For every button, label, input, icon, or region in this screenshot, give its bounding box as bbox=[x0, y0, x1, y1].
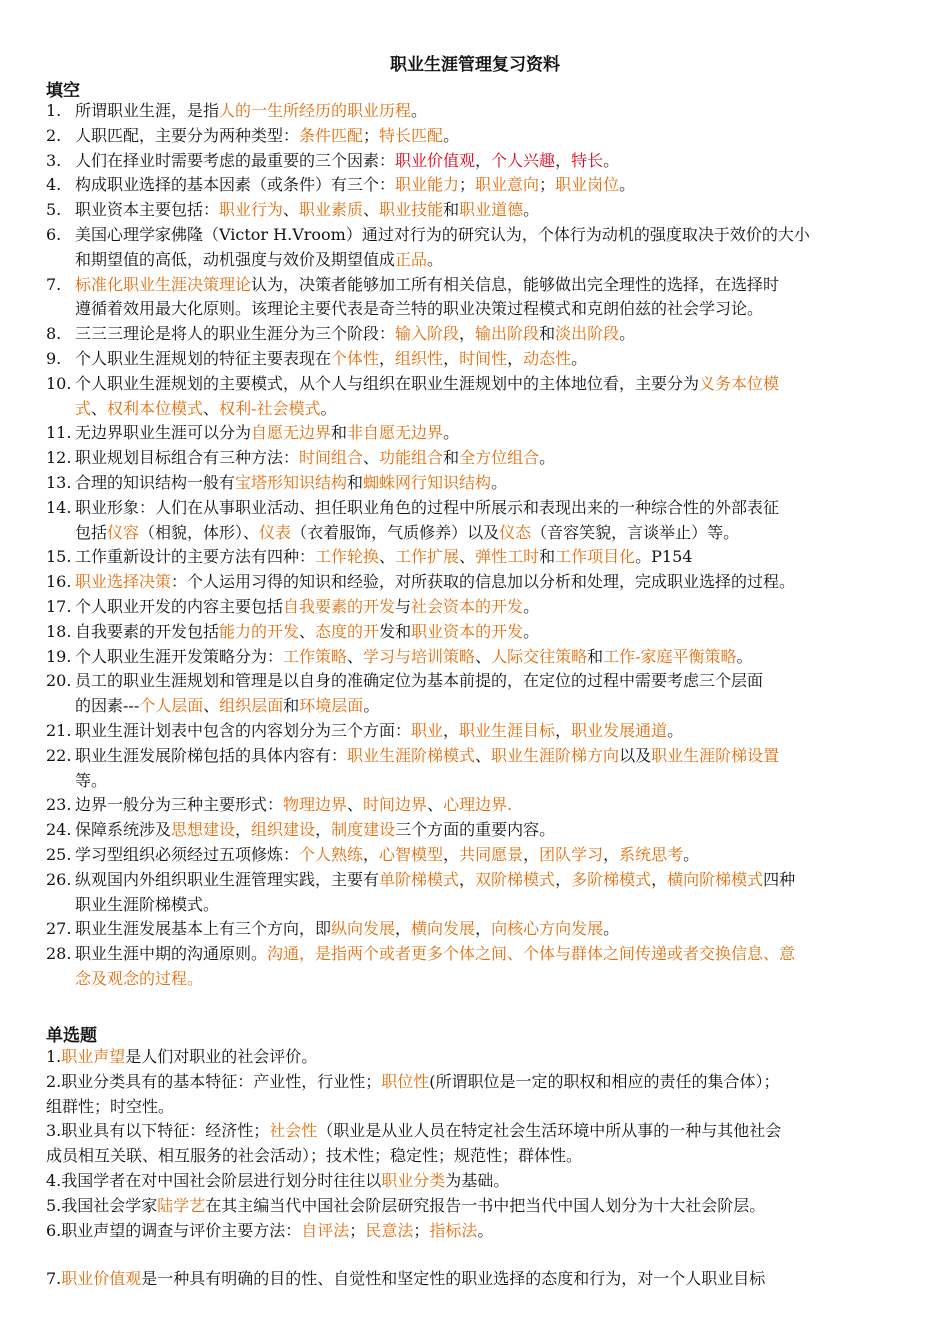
highlighted-term: 条件匹配 bbox=[299, 125, 364, 145]
highlighted-term: 职业生涯阶梯设置 bbox=[651, 745, 780, 765]
highlighted-term: 全方位组合 bbox=[459, 448, 540, 468]
highlighted-term: 社会性 bbox=[269, 1121, 318, 1141]
single-choice-item bbox=[46, 1045, 906, 1069]
text-run: ； bbox=[349, 1220, 366, 1240]
item-number: 3. bbox=[46, 150, 62, 170]
fill-item bbox=[46, 347, 906, 371]
highlighted-term: 职业 bbox=[411, 721, 444, 740]
fill-item bbox=[46, 99, 906, 123]
text-run: 纵观国内外组织职业生涯管理实践，主要有 bbox=[75, 869, 380, 889]
text-run: ， bbox=[395, 919, 412, 939]
item-number: 13. bbox=[46, 473, 72, 492]
highlighted-term: 纵向发展 bbox=[331, 919, 396, 939]
section-heading-single-choice: 单选题 bbox=[46, 1026, 97, 1046]
fill-item-continuation bbox=[46, 769, 935, 793]
fill-item-continuation bbox=[46, 521, 935, 545]
text-run: 包括 bbox=[75, 522, 108, 542]
item-number: 10. bbox=[46, 373, 72, 393]
text-run: 。 bbox=[619, 175, 636, 195]
highlighted-term: 自评法 bbox=[301, 1220, 350, 1240]
fill-item bbox=[46, 744, 906, 768]
highlighted-term: 时间性 bbox=[459, 349, 508, 368]
text-run: ， bbox=[555, 869, 572, 889]
highlighted-term: 人的一生所经历的职业历程 bbox=[219, 101, 412, 120]
text-run: 在其主编当代中国社会阶层研究报告一书中把当代中国人划分为十大社会阶层。 bbox=[205, 1195, 766, 1215]
highlighted-term: 工作策略 bbox=[283, 646, 348, 666]
text-run: (所谓职位是一定的职权和相应的责任的集合体）； bbox=[429, 1071, 780, 1091]
highlighted-term: 态度的开 bbox=[315, 621, 380, 641]
text-run: 组群性；时空性。 bbox=[46, 1096, 175, 1116]
text-run: ， bbox=[459, 324, 476, 344]
item-number: 4. bbox=[46, 175, 62, 195]
single-choice-item bbox=[46, 1267, 906, 1291]
text-run: 员工的职业生涯规划和管理是以自身的准确定位为基本前提的，在定位的过程中需要考虑三个层面 bbox=[75, 671, 764, 691]
text-run: 工作重新设计的主要方法有四种： bbox=[75, 547, 316, 567]
item-number: 9. bbox=[46, 349, 62, 368]
highlighted-term: 职业行为 bbox=[219, 200, 284, 220]
text-run: ， bbox=[603, 845, 620, 864]
item-number: 1. bbox=[46, 101, 62, 120]
highlighted-term: 弹性工时 bbox=[475, 547, 540, 567]
highlighted-term: 团队学习 bbox=[539, 845, 604, 864]
text-run: ， bbox=[363, 845, 380, 864]
text-run: 和 bbox=[443, 200, 460, 220]
highlighted-term: 输出阶段 bbox=[475, 324, 540, 344]
text-run: 三三三理论是将人的职业生涯分为三个阶段： bbox=[75, 324, 396, 344]
item-number: 22. bbox=[46, 745, 72, 765]
text-run: 职业生涯发展基本上有三个方向，即 bbox=[75, 919, 332, 939]
item-number: 15. bbox=[46, 547, 72, 567]
highlighted-term: 职业意向 bbox=[475, 175, 540, 195]
text-run: 四种 bbox=[763, 869, 796, 889]
item-number: 12. bbox=[46, 448, 72, 468]
text-run: 和 bbox=[587, 646, 604, 666]
single-choice-item bbox=[46, 1070, 906, 1094]
text-run: ， bbox=[459, 869, 476, 889]
highlighted-term: 职业生涯阶梯模式 bbox=[347, 745, 476, 765]
text-run: （相貌，体形）、 bbox=[139, 522, 260, 542]
highlighted-term: 念及观念的过程。 bbox=[75, 969, 204, 988]
text-run: 。 bbox=[427, 249, 444, 269]
text-run: ， bbox=[379, 349, 396, 368]
highlighted-term: 沟通，是指两个或者更多个体之间、个体与群体之间传递或者交换信息、意 bbox=[267, 944, 796, 964]
highlighted-term: 职业生涯目标 bbox=[459, 721, 556, 740]
highlighted-term: 职业生涯阶梯方向 bbox=[491, 745, 620, 765]
text-run: 无边界职业生涯可以分为 bbox=[75, 423, 252, 443]
highlighted-term: 陆学艺 bbox=[157, 1195, 206, 1215]
text-run: 等。 bbox=[75, 770, 108, 790]
text-run: 、 bbox=[299, 621, 316, 641]
text-run: 、 bbox=[203, 696, 220, 716]
highlighted-term: 式 bbox=[75, 398, 92, 418]
section-heading-fill: 填空 bbox=[46, 81, 80, 101]
highlighted-term: 非自愿无边界 bbox=[347, 423, 444, 443]
highlighted-term: 时间组合 bbox=[299, 448, 364, 468]
text-run: 。 bbox=[736, 646, 753, 666]
text-run: 三个方面的重要内容。 bbox=[395, 820, 556, 840]
item-number: 6. bbox=[46, 225, 62, 244]
item-number: 26. bbox=[46, 869, 72, 889]
highlighted-term: 蜘蛛网行知识结构 bbox=[363, 473, 492, 492]
text-run: ； bbox=[459, 175, 476, 195]
text-run: 保障系统涉及 bbox=[75, 820, 172, 840]
highlighted-term: 功能组合 bbox=[379, 448, 444, 468]
text-run: ， bbox=[555, 150, 572, 170]
highlighted-term: 工作轮换 bbox=[315, 547, 380, 567]
text-run: 个人职业生涯规划的主要模式，从个人与组织在职业生涯规划中的主体地位看，主要分为 bbox=[75, 373, 700, 393]
text-run: 、 bbox=[91, 398, 108, 418]
text-run: （职业是从业人员在特定社会生活环境中所从事的一种与其他社会 bbox=[317, 1121, 782, 1141]
fill-item bbox=[46, 868, 906, 892]
text-run: 、 bbox=[203, 398, 220, 418]
text-run: 。 bbox=[477, 1220, 494, 1240]
text-run: 是一种具有明确的目的性、自觉性和坚定性的职业选择的态度和行为，对一个人职业目标 bbox=[141, 1269, 766, 1289]
fill-item-continuation bbox=[46, 248, 935, 272]
fill-item bbox=[46, 818, 906, 842]
highlighted-term: 输入阶段 bbox=[395, 324, 460, 344]
text-run: （音容笑貌，言谈举止）等。 bbox=[531, 522, 740, 542]
fill-item bbox=[46, 471, 906, 495]
text-run: 与 bbox=[395, 597, 412, 616]
item-number: 20. bbox=[46, 671, 72, 691]
fill-item-continuation bbox=[46, 893, 935, 917]
text-run: 自我要素的开发包括 bbox=[75, 621, 220, 641]
fill-item bbox=[46, 570, 906, 594]
text-run: 7. bbox=[46, 1269, 62, 1289]
text-run: 美国心理学家佛隆（Victor H.Vroom）通过对行为的研究认为，个体行为动机的强度取决于效价的大小 bbox=[75, 225, 810, 244]
highlighted-term: 工作扩展 bbox=[395, 547, 460, 567]
text-run: 。P154 bbox=[635, 547, 693, 567]
highlighted-term: 横向发展 bbox=[411, 919, 476, 939]
text-run: 和 bbox=[331, 423, 348, 443]
text-run: 职业形象：人们在从事职业活动、担任职业角色的过程中所展示和表现出来的一种综合性的外部表征 bbox=[75, 497, 780, 517]
text-run: 、 bbox=[459, 547, 476, 567]
single-choice-item bbox=[46, 1194, 906, 1218]
highlighted-term: 自我要素的开发 bbox=[283, 597, 396, 616]
highlighted-term: 制度建设 bbox=[331, 820, 396, 840]
single-choice-item bbox=[46, 1169, 906, 1193]
text-run: ， bbox=[651, 869, 668, 889]
text-run: 合理的知识结构一般有 bbox=[75, 473, 236, 492]
item-number: 18. bbox=[46, 621, 72, 641]
text-run: 3.职业具有以下特征：经济性； bbox=[46, 1121, 270, 1141]
highlighted-term: 个人兴趣 bbox=[491, 150, 556, 170]
fill-item bbox=[46, 793, 906, 817]
text-run: 是人们对职业的社会评价。 bbox=[125, 1047, 318, 1066]
highlighted-term: 学习与培训策略 bbox=[363, 646, 476, 666]
highlighted-term: 个人层面 bbox=[139, 696, 204, 716]
highlighted-term: 物理边界 bbox=[283, 795, 348, 815]
highlighted-term: 指标法 bbox=[429, 1220, 478, 1240]
fill-item bbox=[46, 223, 906, 247]
highlighted-term: 工作项目化 bbox=[555, 547, 636, 567]
text-run: 和期望值的高低，动机强度与效价及期望值成 bbox=[75, 249, 396, 269]
highlighted-term: 民意法 bbox=[365, 1220, 414, 1240]
fill-item bbox=[46, 421, 906, 445]
highlighted-term: 社会资本的开发 bbox=[411, 597, 524, 616]
text-run: 和 bbox=[539, 324, 556, 344]
item-number: 24. bbox=[46, 820, 72, 840]
fill-item bbox=[46, 545, 906, 569]
text-run: 边界一般分为三种主要形式： bbox=[75, 795, 284, 815]
text-run: 个人职业开发的内容主要包括 bbox=[75, 597, 284, 616]
text-run: ：个人运用习得的知识和经验，对所获取的信息加以分析和处理，完成职业选择的过程。 bbox=[171, 572, 796, 592]
item-number: 11. bbox=[46, 423, 72, 443]
highlighted-term: 向核心方向发展 bbox=[491, 919, 604, 939]
text-run: ， bbox=[235, 820, 252, 840]
text-run: 。 bbox=[411, 101, 428, 120]
highlighted-term: 义务本位模 bbox=[699, 373, 780, 393]
highlighted-term: 多阶梯模式 bbox=[571, 869, 652, 889]
highlighted-term: 仪表 bbox=[259, 522, 292, 542]
fill-item bbox=[46, 446, 906, 470]
text-run: 职业生涯阶梯模式。 bbox=[75, 894, 220, 914]
text-run: 。 bbox=[603, 919, 620, 939]
item-number: 7. bbox=[46, 274, 62, 294]
fill-item bbox=[46, 917, 906, 941]
highlighted-term: 单阶梯模式 bbox=[379, 869, 460, 889]
highlighted-term: 心理边界. bbox=[443, 795, 513, 815]
text-run: ， bbox=[555, 721, 572, 740]
text-run: 6.职业声望的调查与评价主要方法： bbox=[46, 1220, 302, 1240]
text-run: 发和 bbox=[379, 621, 412, 641]
fill-item bbox=[46, 843, 906, 867]
fill-item bbox=[46, 595, 906, 619]
text-run: 。 bbox=[539, 448, 556, 468]
text-run: 。 bbox=[619, 324, 636, 344]
text-run: 。 bbox=[571, 349, 588, 368]
highlighted-term: 心智模型 bbox=[379, 845, 444, 864]
highlighted-term: 特长 bbox=[571, 150, 604, 170]
text-run: 人们在择业时需要考虑的最重要的三个因素： bbox=[75, 150, 396, 170]
highlighted-term: 动态性 bbox=[523, 349, 572, 368]
item-number: 21. bbox=[46, 721, 72, 740]
text-run: ， bbox=[475, 919, 492, 939]
single-choice-continuation bbox=[46, 1095, 906, 1119]
text-run: 和 bbox=[347, 473, 364, 492]
fill-item bbox=[46, 173, 906, 197]
fill-item bbox=[46, 620, 906, 644]
highlighted-term: 职位性 bbox=[381, 1071, 430, 1091]
text-run: 。 bbox=[443, 125, 460, 145]
item-number: 28. bbox=[46, 944, 72, 964]
highlighted-term: 双阶梯模式 bbox=[475, 869, 556, 889]
highlighted-term: 能力的开发 bbox=[219, 621, 300, 641]
text-run: 职业生涯中期的沟通原则。 bbox=[75, 944, 268, 964]
text-run: 和 bbox=[539, 547, 556, 567]
highlighted-term: 自愿无边界 bbox=[251, 423, 332, 443]
fill-item bbox=[46, 496, 906, 520]
highlighted-term: 特长匹配 bbox=[379, 125, 444, 145]
text-run: 。 bbox=[603, 150, 620, 170]
highlighted-term: 正品 bbox=[395, 249, 428, 269]
highlighted-term: 职业价值观 bbox=[61, 1269, 142, 1289]
text-run: 职业生涯计划表中包含的内容划分为三个方面： bbox=[75, 721, 412, 740]
highlighted-term: 权利-社会模式 bbox=[219, 398, 321, 418]
highlighted-term: 淡出阶段 bbox=[555, 324, 620, 344]
fill-item bbox=[46, 669, 906, 693]
fill-item-continuation bbox=[46, 694, 935, 718]
highlighted-term: 职业能力 bbox=[395, 175, 460, 195]
highlighted-term: 职业技能 bbox=[379, 200, 444, 220]
highlighted-term: 职业价值观 bbox=[395, 150, 476, 170]
text-run: 职业资本主要包括： bbox=[75, 200, 220, 220]
text-run: ， bbox=[443, 845, 460, 864]
fill-item bbox=[46, 645, 906, 669]
text-run: 认为，决策者能够加工所有相关信息，能够做出完全理性的选择，在选择时 bbox=[251, 274, 780, 294]
highlighted-term: 权利本位模式 bbox=[107, 398, 204, 418]
text-run: 。 bbox=[491, 473, 508, 492]
fill-item-continuation bbox=[46, 397, 935, 421]
text-run: ； bbox=[413, 1220, 430, 1240]
highlighted-term: 时间边界 bbox=[363, 795, 428, 815]
text-run: ， bbox=[315, 820, 332, 840]
highlighted-term: 横向阶梯模式 bbox=[667, 869, 764, 889]
fill-item bbox=[46, 149, 906, 173]
highlighted-term: 职业道德 bbox=[459, 200, 524, 220]
highlighted-term: 工作-家庭平衡策略 bbox=[603, 646, 737, 666]
text-run: 为基础。 bbox=[445, 1171, 510, 1190]
text-run: 和 bbox=[283, 696, 300, 716]
text-run: 遵循着效用最大化原则。该理论主要代表是奇兰特的职业决策过程模式和克朗伯兹的社会学习论。 bbox=[75, 299, 764, 319]
single-choice-continuation bbox=[46, 1144, 906, 1168]
highlighted-term: 共同愿景 bbox=[459, 845, 524, 864]
text-run: 人职匹配，主要分为两种类型： bbox=[75, 125, 300, 145]
text-run: 。 bbox=[667, 721, 684, 740]
fill-item bbox=[46, 719, 906, 743]
fill-item-continuation bbox=[46, 297, 935, 321]
text-run: 和 bbox=[443, 448, 460, 468]
highlighted-term: 职业岗位 bbox=[555, 175, 620, 195]
text-run: 5.我国社会学家 bbox=[46, 1195, 158, 1215]
text-run: 的因素--- bbox=[75, 696, 140, 716]
fill-item bbox=[46, 273, 906, 297]
highlighted-term: 组织性 bbox=[395, 349, 444, 368]
item-number: 17. bbox=[46, 597, 72, 616]
text-run: 。 bbox=[523, 200, 540, 220]
text-run: 个人职业生涯规划的特征主要表现在 bbox=[75, 349, 332, 368]
text-run: 、 bbox=[475, 745, 492, 765]
page-title: 职业生涯管理复习资料 bbox=[390, 55, 560, 75]
highlighted-term: 职业选择决策 bbox=[75, 572, 172, 592]
highlighted-term: 环境层面 bbox=[299, 696, 364, 716]
highlighted-term: 思想建设 bbox=[171, 820, 236, 840]
text-run: 所谓职业生涯，是指 bbox=[75, 101, 220, 120]
text-run: 、 bbox=[283, 200, 300, 220]
highlighted-term: 人际交往策略 bbox=[491, 646, 588, 666]
text-run: 构成职业选择的基本因素（或条件）有三个： bbox=[75, 175, 396, 195]
text-run: 职业生涯发展阶梯包括的具体内容有： bbox=[75, 745, 348, 765]
highlighted-term: 个体性 bbox=[331, 349, 380, 368]
item-number: 2. bbox=[46, 125, 62, 145]
text-run: 1. bbox=[46, 1047, 62, 1066]
item-number: 27. bbox=[46, 919, 72, 939]
fill-item bbox=[46, 322, 906, 346]
highlighted-term: 宝塔形知识结构 bbox=[235, 473, 348, 492]
item-number: 16. bbox=[46, 572, 72, 592]
fill-item bbox=[46, 372, 906, 396]
text-run: 。 bbox=[523, 597, 540, 616]
item-number: 19. bbox=[46, 646, 72, 666]
text-run: ， bbox=[507, 349, 524, 368]
text-run: 。 bbox=[320, 398, 337, 418]
text-run: 。 bbox=[683, 845, 700, 864]
text-run: 、 bbox=[475, 646, 492, 666]
text-run: 、 bbox=[427, 795, 444, 815]
highlighted-term: 职业发展通道 bbox=[571, 721, 668, 740]
single-choice-item bbox=[46, 1219, 906, 1243]
item-number: 8. bbox=[46, 324, 62, 344]
item-number: 25. bbox=[46, 845, 72, 864]
text-run: 。 bbox=[523, 621, 540, 641]
text-run: 成员相互关联、相互服务的社会活动）；技术性；稳定性；规范性；群体性。 bbox=[46, 1146, 583, 1166]
highlighted-term: 职业声望 bbox=[61, 1047, 126, 1066]
text-run: 、 bbox=[347, 646, 364, 666]
highlighted-term: 标准化职业生涯决策理论 bbox=[75, 274, 252, 294]
text-run: ， bbox=[443, 349, 460, 368]
text-run: （衣着服饰，气质修养）以及 bbox=[291, 522, 500, 542]
text-run: 个人职业生涯开发策略分为： bbox=[75, 646, 284, 666]
text-run: 、 bbox=[363, 200, 380, 220]
text-run: 职业规划目标组合有三种方法： bbox=[75, 448, 300, 468]
highlighted-term: 组织层面 bbox=[219, 696, 284, 716]
highlighted-term: 仪态 bbox=[499, 522, 532, 542]
highlighted-term: 职业资本的开发 bbox=[411, 621, 524, 641]
item-number: 5. bbox=[46, 200, 62, 220]
text-run: ； bbox=[363, 125, 380, 145]
highlighted-term: 个人熟练 bbox=[299, 845, 364, 864]
text-run: ， bbox=[475, 150, 492, 170]
highlighted-term: 系统思考 bbox=[619, 845, 684, 864]
item-number: 14. bbox=[46, 497, 72, 517]
text-run: 学习型组织必须经过五项修炼： bbox=[75, 845, 300, 864]
fill-item bbox=[46, 124, 906, 148]
highlighted-term: 职业素质 bbox=[299, 200, 364, 220]
text-run: ； bbox=[539, 175, 556, 195]
text-run: 、 bbox=[379, 547, 396, 567]
text-run: 、 bbox=[347, 795, 364, 815]
fill-item bbox=[46, 942, 906, 966]
fill-item bbox=[46, 198, 906, 222]
text-run: 以及 bbox=[619, 745, 652, 765]
text-run: 。 bbox=[363, 696, 380, 716]
text-run: 2.职业分类具有的基本特征：产业性，行业性； bbox=[46, 1071, 382, 1091]
text-run: ， bbox=[523, 845, 540, 864]
highlighted-term: 组织建设 bbox=[251, 820, 316, 840]
highlighted-term: 职业分类 bbox=[381, 1171, 446, 1190]
fill-item-continuation bbox=[46, 967, 935, 991]
text-run: 。 bbox=[443, 423, 460, 443]
text-run: ， bbox=[443, 721, 460, 740]
text-run: 、 bbox=[363, 448, 380, 468]
item-number: 23. bbox=[46, 795, 72, 815]
highlighted-term: 仪容 bbox=[107, 522, 140, 542]
text-run: 4.我国学者在对中国社会阶层进行划分时往往以 bbox=[46, 1171, 382, 1190]
single-choice-item bbox=[46, 1119, 906, 1143]
